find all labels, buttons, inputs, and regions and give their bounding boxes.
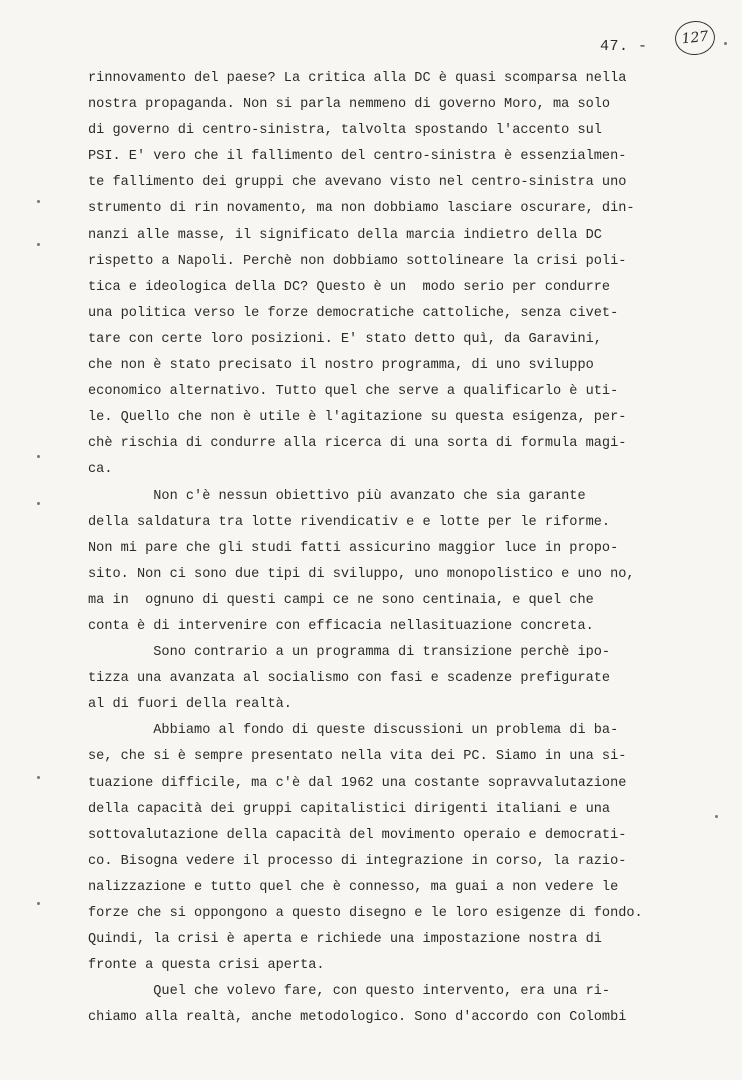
text-line: se, che si è sempre presentato nella vita dei PC. Siamo in una si-: [88, 749, 627, 765]
text-line: sottovalutazione della capacità del movimento operaio e democrati-: [88, 827, 627, 843]
text-line: nanzi alle masse, il significato della marcia indietro della DC: [88, 227, 602, 243]
text-line: le. Quello che non è utile è l'agitazione su questa esigenza, per-: [88, 410, 627, 426]
text-line: Abbiamo al fondo di queste discussioni un problema di ba-: [88, 723, 619, 739]
scan-speck: [37, 502, 40, 505]
text-line: chè rischia di condurre alla ricerca di una sorta di formula magi-: [88, 436, 627, 452]
text-line: co. Bisogna vedere il processo di integrazione in corso, la razio-: [88, 853, 627, 869]
text-line: tizza una avanzata al socialismo con fasi e scadenze prefigurate: [88, 671, 611, 687]
text-line: forze che si oppongono a questo disegno e le loro esigenze di fondo.: [88, 906, 643, 921]
page-number: 47. -: [600, 38, 648, 55]
text-line: chiamo alla realtà, anche metodologico. Sono d'accordo con Colombi: [88, 1010, 627, 1026]
scan-speck: [37, 902, 40, 905]
scan-speck: [37, 200, 40, 203]
text-line: economico alternativo. Tutto quel che serve a qualificarlo è uti-: [88, 384, 619, 400]
text-line: di governo di centro-sinistra, talvolta spostando l'accento sul: [88, 123, 602, 139]
text-line: una politica verso le forze democratiche cattoliche, senza civet-: [88, 305, 619, 321]
scan-speck: [37, 776, 40, 779]
text-line: strumento di rin novamento, ma non dobbiamo lasciare oscurare, din-: [88, 201, 635, 217]
text-line: sito. Non ci sono due tipi di sviluppo, uno monopolistico e uno no,: [88, 566, 635, 582]
text-line: Non c'è nessun obiettivo più avanzato che sia garante: [88, 488, 586, 504]
text-line: conta è di intervenire con efficacia nellasituazione concreta.: [88, 618, 594, 634]
text-line: ma in ognuno di questi campi ce ne sono centinaia, e quel che: [88, 592, 594, 608]
scan-speck: [715, 815, 718, 818]
text-line: nostra propaganda. Non si parla nemmeno di governo Moro, ma solo: [88, 97, 611, 113]
text-line: Quindi, la crisi è aperta e richiede una impostazione nostra di: [88, 932, 602, 948]
text-line: al di fuori della realtà.: [88, 697, 292, 713]
text-line: PSI. E' vero che il fallimento del centro-sinistra è essenzialmen-: [88, 149, 627, 165]
text-line: rispetto a Napoli. Perchè non dobbiamo sottolineare la crisi poli-: [88, 253, 627, 269]
text-line: rinnovamento del paese? La critica alla DC è quasi scomparsa nella: [88, 71, 627, 86]
text-line: della saldatura tra lotte rivendicativ e e lotte per le riforme.: [88, 514, 611, 530]
text-line: ca.: [88, 462, 113, 478]
scan-speck: [37, 455, 40, 458]
page-stamp: 127: [673, 19, 716, 57]
text-line: fronte a questa crisi aperta.: [88, 958, 325, 974]
text-line: te fallimento dei gruppi che avevano visto nel centro-sinistra uno: [88, 175, 627, 191]
text-line: che non è stato precisato il nostro programma, di uno sviluppo: [88, 358, 594, 374]
text-line: Sono contrario a un programma di transizione perchè ipo-: [88, 645, 611, 661]
text-line: della capacità dei gruppi capitalistici dirigenti italiani e una: [88, 801, 611, 817]
text-line: tuazione difficile, ma c'è dal 1962 una costante sopravvalutazione: [88, 775, 627, 791]
text-line: Quel che volevo fare, con questo intervento, era una ri-: [88, 984, 611, 1000]
text-line: tica e ideologica della DC? Questo è un modo serio per condurre: [88, 279, 611, 295]
scan-speck: [724, 42, 727, 45]
text-line: tare con certe loro posizioni. E' stato detto quì, da Garavini,: [88, 331, 602, 347]
text-line: nalizzazione e tutto quel che è connesso, ma guai a non vedere le: [88, 879, 619, 895]
scan-speck: [37, 243, 40, 246]
body-text: [88, 66, 688, 1031]
text-line: Non mi pare che gli studi fatti assicurino maggior luce in propo-: [88, 540, 619, 556]
